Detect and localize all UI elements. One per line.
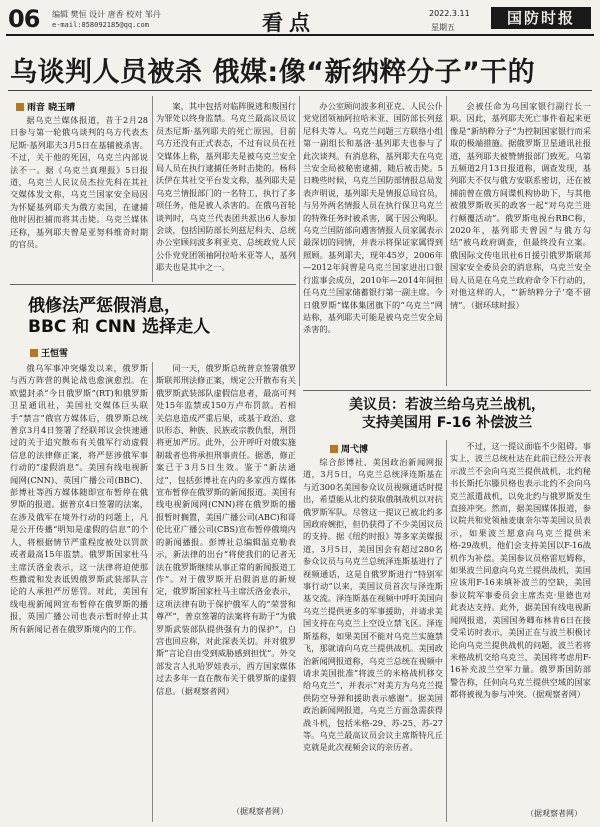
article1-byline [16,100,75,113]
article2-headline-line1: 俄修法严惩假消息， [28,296,181,316]
article1-col1-text: 据乌克兰媒体报道，昔于2月28日参与第一轮俄乌谈判的乌方代表杰尼斯·基列耶夫3月5日在基辅被杀害。不过，关于他的死因，乌克兰内部说法不一。据《乌克兰真理报》5日报道，乌克兰人民议员杰拉先科在其社交媒体发文称，乌克兰国家安全局因为怀疑基列耶夫为俄方卖国，在逮捕他时因拒捕而将其击毙。乌克兰媒体还称，基列耶夫曾是亚努科维奇时期的官员。 [10,115,148,250]
article2-headline [28,296,288,338]
byline-marker-icon [330,445,338,453]
article2-col2-text: 同一天，俄罗斯总统普京签署俄罗斯联邦刑法修正案，规定公开散布有关俄罗斯武装部队虚假信息者，最高可判处15年监禁或150万卢布罚款。若相关信息造成严重后果，或基于政治、意识形态、种族、民族或宗教仇恨，刑罚将更加严厉。此外，公开呼吁对俄实施制裁者也将承担刑事责任。据悉，修正案已于3月5日生效。鉴于“新法通过”，包括彭博社在内的多家西方媒体宣布暂停在俄罗斯的新闻报道。美国有线电视新闻网(CNN)将在俄罗斯的播报暂时搁置，美国广播公司(ABC)和哥伦比亚广播公司(CBS)宣布暂停俄境内的新闻播报。彭博社总编辑温克勒表示，新法律的出台“将使我们的记者无法在俄罗斯继续从事正常的新闻报道工作”。对于俄罗斯开启假消息的新规定，俄罗斯国家杜马主席沃洛金表示，这项法律有助于保护俄军人的“荣誉和尊严”，普京签署的法案将有助于“为俄罗斯武装部队提供强有力的保护”。白宫也回应称，对此深表关切。并对俄罗斯“言论自由受到威胁感到担忧”。外交部发言人扎哈罗娃表示，西方国家媒体过去多年一直在散布关于俄罗斯的虚假信息。（据观察者网） [156,363,296,696]
article3-column-1 [303,456,443,820]
column-divider [152,96,153,282]
article3-headline-line1: 美议员：若波兰给乌克兰战机， [349,397,545,413]
article3-byline [330,442,368,455]
page-header [6,4,594,36]
section-title: 看点 [262,10,316,35]
article1-col2-text: 案，其中包括对临阵脱逃和叛国行为罪处以终身监禁。乌克兰最高议员议员杰尼斯·基列耶夫的死亡原因，目前乌方还没有正式表态，不过有议员在社交媒体上称，基列耶夫是被乌克兰安全局人员在执行逮捕任务时击毙的。杨科沃伊在其社交平台发文称，基列耶夫是乌克兰情报部门的一名特工，执行了多项任务，他是被人杀害的。在俄乌首轮谈判时，乌克兰代表团共派出6人参加会谈，包括国防部长列兹尼科夫、总统办公室顾问波多利亚克、总统政党人民公仆党党团领袖阿拉哈米亚等人，基列耶夫也是其中之一。 [156,101,296,273]
contact-email: e-mail:858092185@qq.com [52,21,149,29]
article1-col3-text: 办公室顾问波多利亚克、人民公仆党党团领袖阿拉哈米亚、国防部长列兹尼科夫等人。乌克兰问题三方联络小组第一副组长和基洛·基列耶夫也参与了此次谈判。有消息称，基列耶夫在乌克兰安全局被秘密逮捕，随后被击毙。5日晚些时候，乌克兰国防部情报总局发表声明说，基列耶夫是情报总局官员，与另外两名情报人员在执行保卫乌克兰的特殊任务时被杀害，属于因公殉职。乌克兰国防部向遇害情报人员家属表示最深切的同情，并表示将保证家属得到照顾。基列耶夫，现年45岁，2006年—2012年间曾是乌克兰国家进出口银行监事会成员，2010年—2014年间担任乌克兰国家储蓄银行第一副主席。今日俄罗斯“媒体集团旗下的“乌克兰”网站称，基列耶夫可能是被乌克兰安全局杀害的。 [303,101,443,335]
article2-author: 王恒雪 [41,349,69,359]
page-number: 06 [8,5,40,33]
byline-marker-icon [30,349,38,357]
article1-author: 雨音 晓玉晴 [27,103,76,113]
article-divider [10,284,296,285]
article3-source-credit: （据观察者网） [526,809,582,818]
headline-divider [8,90,592,91]
article2-headline-line2: BBC 和 CNN 选择走人 [28,317,211,337]
column-divider [446,440,447,822]
newspaper-masthead-logo: 国防时报 [491,7,591,29]
article2-byline [30,346,68,359]
article2-source-credit: （据观察者网） [232,807,288,816]
article3-headline [305,396,589,432]
article2-column-2 [156,362,296,802]
article2-col1-text: 俄乌军事冲突爆发以来，俄罗斯与西方阵营的舆论战也愈演愈烈。在欧盟封杀“今日俄罗斯”(RT)和俄罗斯卫星通讯社，美国社交媒体巨头联手“禁言”俄官方媒体后，俄罗斯总统普京3月4日签署了经联邦议会快速通过的关于追究散布有关俄军行动虚假信息的法律修正案，将严惩涉俄军事行动的“虚假消息”。美国有线电视新闻网(CNN)、英国广播公司(BBC)、彭博社等西方媒体随即宣布暂停在俄罗斯的报道。据普京4日签署的法案，在涉及俄军在境外行动的问题上，凡是公开传播“明知是虚假的信息”的个人，将根据情节严重程度被处以罚款或者最高15年监禁。俄罗斯国家杜马主席沃洛金表示，这一法律将迫使那些撒谎和发表诋毁俄罗斯武装部队言论的人承担严厉惩罚。对此，美国有线电视新闻网宣布暂停在俄罗斯的播报，英国广播公司也表示暂时停止其所有新闻记者在俄罗斯境内的工作。 [10,363,148,634]
issue-weekday: 星期五 [431,23,455,32]
article1-column-4 [450,100,591,372]
article3-column-2 [450,440,591,806]
article3-headline-line2: 支持美国用 F-16 补偿波兰 [361,415,533,431]
article1-column-1 [10,114,148,280]
issue-date: 2022.3.11 [429,9,470,18]
article2-column-1 [10,362,148,820]
byline-marker-icon [16,103,24,111]
article-divider [303,390,591,391]
article3-author: 周弋博 [341,445,369,455]
column-divider [446,96,447,386]
column-divider [152,362,153,822]
article1-headline: 乌谈判人员被杀 俄媒:像“新纳粹分子”干的 [10,57,536,88]
staff-credits: 编辑 樊恒 设计 唐香 校对 邹丹 [52,10,161,19]
article1-column-2 [156,100,296,280]
article1-column-3 [303,100,443,382]
article3-col2-text: 不过，这一提议面临不少阻碍。事实上，波兰总统杜达在此前已经公开表示波兰不会向乌克兰提供战机，北约秘书长斯托尔滕贝格也表示北约不会向乌克兰派遣战机，以免北约与俄罗斯发生直接冲突。然而，据美国媒体报道，参议院共和党领袖麦康奈尔等美国议员表示，如果波兰愿意向乌克兰提供米格-29战机，他们会支持美国以F-16战机作为补偿。美国参议员格雷厄姆称，如果波兰同意向乌克兰提供战机，美国应该用F-16来填补波兰的空缺，美国参议院军事委员会主席杰克·里德也对此表达支持。此外，据美国有线电视新闻网报道，美国国务卿布林肯6日在接受采访时表示，美国正在与波兰积极讨论向乌克兰提供战机的问题，波兰若将米格战机交给乌克兰，美国将考虑用F-16补充波兰空军力量。俄罗斯国防部警告称，任何向乌克兰提供空域的国家都将被视为参与冲突。（据观察者网） [450,441,591,700]
article3-col1-text: 综合彭博社、美国政治新闻网报道，3月5日，乌克兰总统泽连斯基在与近300名美国参众议员视频通话时提出，希望能从北约获取俄制战机以对抗俄罗斯军队。尽管这一提议已被北约多国政府婉拒，但仍获得了不少美国议员的支持。据《纽约时报》等多家美媒报道，3月5日，美国国会有超过280名参众议员与乌克兰总统泽连斯基进行了视频通话，这是自俄罗斯进行“特别军事行动”以来，美国议员首次与泽连斯基交流。泽连斯基在视频中呼吁美国向乌克兰提供更多的军事援助，并请求美国支持在乌克兰上空设立禁飞区。泽连斯基称，如果美国不能对乌克兰实施禁飞，那就请向乌克兰提供战机。美国政治新闻网报道称，乌克兰总统在视频中请求美国批准“将波兰的米格战机移交给乌克兰”，并表示“对美方为乌克兰提供防空导弹和援助表示感谢”。据美国政治新闻网报道，乌克兰方面急需获得战斗机，包括米格-29、苏-25、苏-27等。乌克兰最高议员会议主席斯特凡丘克就是此次视频会议的亲历者。 [303,457,443,753]
article1-col4-text: 会被任命为乌国家银行副行长一职。因此，基列耶夫死亡事件看起来更像是“新纳粹分子”为控制国家银行而采取的极端措施。据俄罗斯卫星通讯社报道，基列耶夫被赞情报部门致死。乌第五频道2月13日报道称，调查发现，基列耶夫不仅与俄方安联系密切，还在被捕前曾在俄方间谍机构协助下，与其他被俄罗斯收买的政客一起“对乌克兰进行颠覆活动”。俄罗斯电视台RBC称，2020年，基列耶夫曾因“与俄方勾结”被乌政府调查，但最终没有立案。俄国际文传电讯社6日援引俄罗斯联邦国家安全委员会的消息称，乌克兰安全局人员是在乌克兰政府命令下行动的，对他这样的人，“‘新纳粹分子’毫不留情”。（据环球时报） [450,101,591,310]
column-divider [299,96,300,386]
